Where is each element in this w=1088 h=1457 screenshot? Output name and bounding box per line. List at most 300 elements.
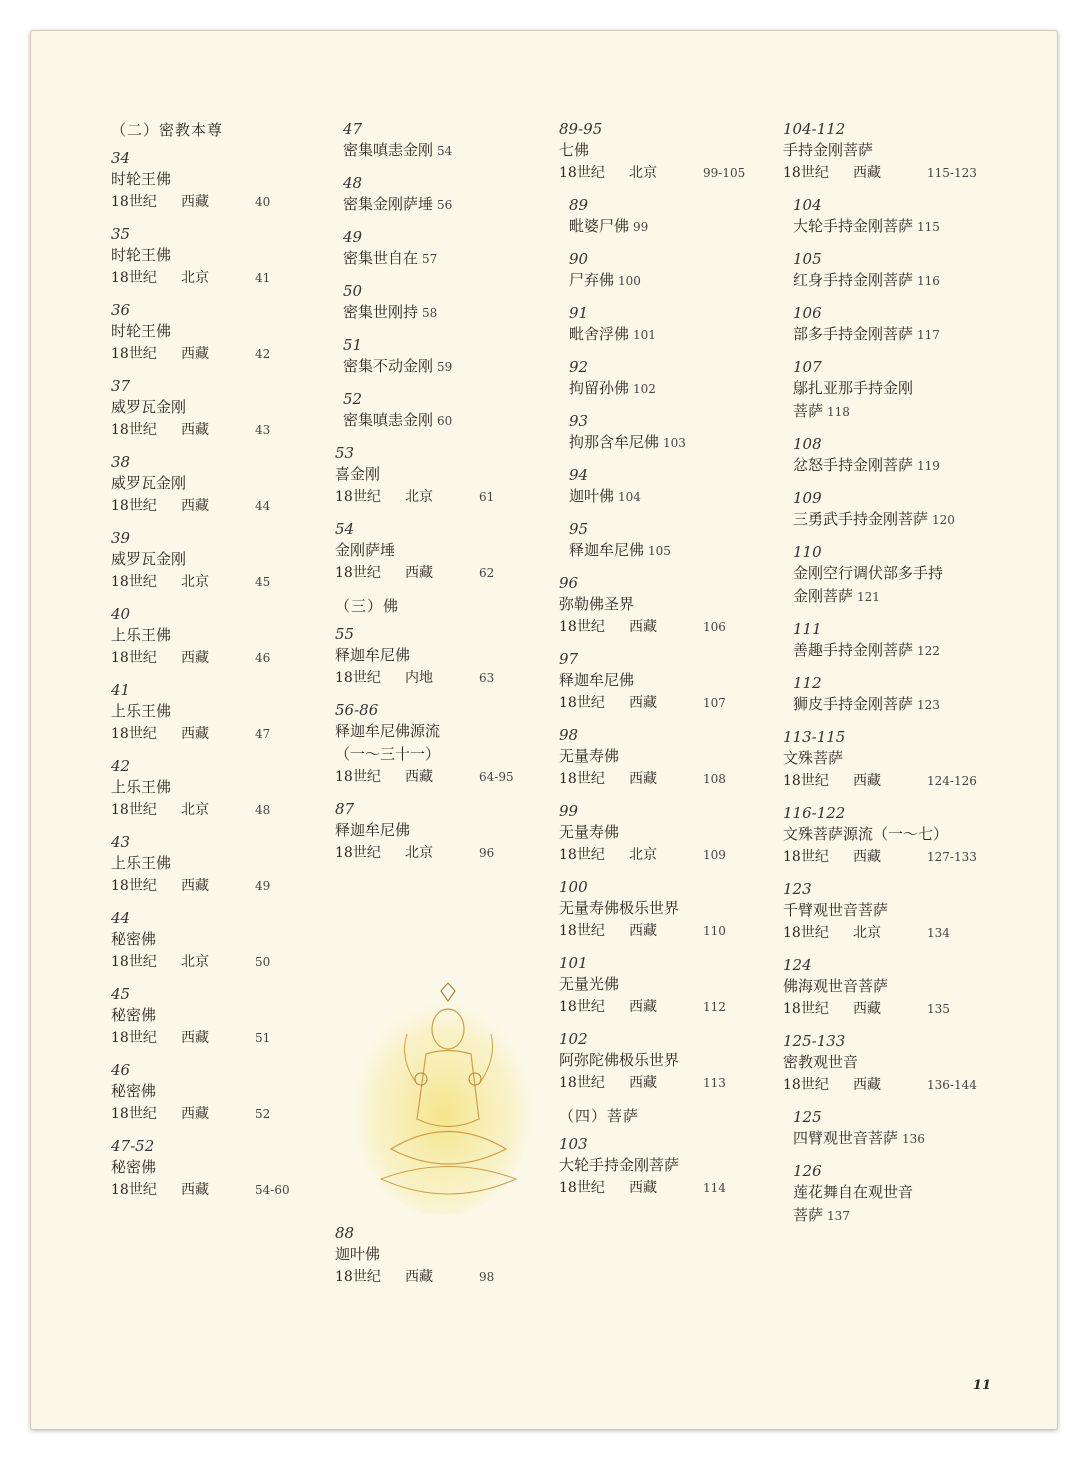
entry-place: 北京 bbox=[181, 802, 209, 818]
entry-meta bbox=[335, 562, 545, 585]
entry-meta bbox=[111, 799, 311, 822]
entry-number: 110 bbox=[793, 543, 822, 561]
entry-place: 西藏 bbox=[853, 1001, 881, 1017]
entry-title: 释迦牟尼佛 bbox=[559, 671, 635, 689]
entry-title: 七佛 bbox=[559, 141, 590, 159]
entry-meta bbox=[335, 1266, 545, 1289]
entry-page: 99 bbox=[633, 220, 649, 234]
entry-title-line bbox=[569, 431, 769, 455]
entry-page: 40 bbox=[255, 195, 271, 209]
entry-number: 99 bbox=[559, 802, 579, 820]
catalog-subentry bbox=[569, 465, 769, 509]
entry-number: 37 bbox=[111, 377, 131, 395]
entry-page: 106 bbox=[703, 620, 726, 634]
entry-title: 金刚萨埵 bbox=[335, 541, 396, 559]
catalog-entry bbox=[111, 376, 311, 442]
entry-number: 104-112 bbox=[783, 120, 846, 138]
catalog-entry bbox=[783, 1031, 1023, 1097]
entry-number: 34 bbox=[111, 149, 131, 167]
catalog-subentry bbox=[793, 357, 1023, 424]
catalog-subentry bbox=[343, 281, 545, 325]
entry-number: 49 bbox=[343, 228, 363, 246]
entry-number: 54 bbox=[335, 520, 355, 538]
catalog-entry bbox=[111, 908, 311, 974]
entry-page: 59 bbox=[437, 360, 453, 374]
entry-meta bbox=[335, 486, 545, 509]
catalog-subentry bbox=[793, 1107, 1023, 1151]
entry-title-line bbox=[793, 639, 1023, 663]
entry-title-continued-text: 菩萨 bbox=[793, 1206, 824, 1224]
catalog-entry bbox=[559, 877, 769, 943]
entry-era: 18世纪 bbox=[559, 619, 605, 635]
entry-page: 98 bbox=[479, 1270, 495, 1284]
entry-number: 100 bbox=[559, 878, 588, 896]
catalog-subentry bbox=[793, 303, 1023, 347]
entry-place: 西藏 bbox=[405, 565, 433, 581]
entry-title: 秘密佛 bbox=[111, 1082, 157, 1100]
entry-page: 107 bbox=[703, 696, 726, 710]
entry-title-line bbox=[343, 193, 545, 217]
page-number: 11 bbox=[972, 1378, 991, 1393]
entry-era: 18世纪 bbox=[111, 422, 157, 438]
entry-number: 50 bbox=[343, 282, 363, 300]
entry-title: 喜金刚 bbox=[335, 465, 381, 483]
entry-title: 佛海观世音菩萨 bbox=[783, 977, 889, 995]
catalog-subentry bbox=[793, 488, 1023, 532]
catalog-entry bbox=[335, 443, 545, 509]
entry-number: 92 bbox=[569, 358, 589, 376]
entry-number: 35 bbox=[111, 225, 131, 243]
entry-title-line bbox=[569, 269, 769, 293]
entry-number: 113-115 bbox=[783, 728, 846, 746]
entry-place: 西藏 bbox=[629, 999, 657, 1015]
catalog-entry bbox=[111, 1136, 311, 1202]
entry-number: 116-122 bbox=[783, 804, 846, 822]
entry-era: 18世纪 bbox=[111, 194, 157, 210]
entry-era: 18世纪 bbox=[111, 1030, 157, 1046]
entry-page: 134 bbox=[927, 926, 950, 940]
entry-place: 西藏 bbox=[853, 1077, 881, 1093]
catalog-entry bbox=[783, 727, 1023, 793]
entry-page: 41 bbox=[255, 271, 271, 285]
entry-number: 56-86 bbox=[335, 701, 379, 719]
entry-meta bbox=[559, 768, 769, 791]
entry-meta bbox=[111, 343, 311, 366]
entry-number: 95 bbox=[569, 520, 589, 538]
entry-title-line bbox=[343, 409, 545, 433]
entry-number: 98 bbox=[559, 726, 579, 744]
catalog-entry bbox=[559, 119, 769, 185]
entry-place: 西藏 bbox=[181, 726, 209, 742]
entry-era: 18世纪 bbox=[783, 165, 829, 181]
entry-number: 126 bbox=[793, 1162, 822, 1180]
entry-title: 时轮王佛 bbox=[111, 246, 172, 264]
entry-meta bbox=[559, 616, 769, 639]
entry-place: 西藏 bbox=[853, 773, 881, 789]
entry-page: 50 bbox=[255, 955, 271, 969]
entry-number: 107 bbox=[793, 358, 822, 376]
entry-page: 96 bbox=[479, 846, 495, 860]
entry-place: 西藏 bbox=[181, 1030, 209, 1046]
entry-title: 阿弥陀佛极乐世界 bbox=[559, 1051, 680, 1069]
entry-era: 18世纪 bbox=[111, 498, 157, 514]
entry-title: 上乐王佛 bbox=[111, 702, 172, 720]
entry-meta bbox=[783, 1074, 1023, 1097]
entry-title: 毗婆尸佛 bbox=[569, 217, 630, 235]
entry-title: 威罗瓦金刚 bbox=[111, 550, 187, 568]
entry-page: 116 bbox=[917, 274, 940, 288]
entry-page: 119 bbox=[917, 459, 940, 473]
entry-page: 44 bbox=[255, 499, 271, 513]
entry-page: 60 bbox=[437, 414, 453, 428]
entry-meta bbox=[559, 844, 769, 867]
column-4 bbox=[783, 119, 1023, 1238]
entry-era: 18世纪 bbox=[111, 878, 157, 894]
entry-number: 123 bbox=[783, 880, 812, 898]
entry-title-continued-text: 金刚菩萨 bbox=[793, 587, 854, 605]
entry-number: 111 bbox=[793, 620, 822, 638]
entry-era: 18世纪 bbox=[111, 1182, 157, 1198]
entry-place: 西藏 bbox=[181, 650, 209, 666]
entry-meta bbox=[111, 647, 311, 670]
entry-place: 西藏 bbox=[405, 1269, 433, 1285]
entry-number: 44 bbox=[111, 909, 131, 927]
entry-number: 105 bbox=[793, 250, 822, 268]
entry-number: 53 bbox=[335, 444, 355, 462]
entry-meta bbox=[111, 267, 311, 290]
entry-title-line bbox=[793, 508, 1023, 532]
entry-number: 46 bbox=[111, 1061, 131, 1079]
entry-meta bbox=[111, 951, 311, 974]
entry-title: 善趣手持金刚菩萨 bbox=[793, 641, 914, 659]
catalog-subentry bbox=[569, 519, 769, 563]
entry-meta bbox=[783, 998, 1023, 1021]
entry-page: 115 bbox=[917, 220, 940, 234]
entry-number: 104 bbox=[793, 196, 822, 214]
entry-place: 西藏 bbox=[853, 849, 881, 865]
entry-page: 105 bbox=[648, 544, 671, 558]
entry-title-line bbox=[343, 355, 545, 379]
entry-place: 西藏 bbox=[181, 346, 209, 362]
entry-title: 无量寿佛 bbox=[559, 747, 620, 765]
entry-title: 无量光佛 bbox=[559, 975, 620, 993]
entry-title: 三勇武手持金刚菩萨 bbox=[793, 510, 929, 528]
entry-title: 忿怒手持金刚菩萨 bbox=[793, 456, 914, 474]
entry-place: 西藏 bbox=[181, 498, 209, 514]
entry-title-line bbox=[793, 269, 1023, 293]
entry-page: 48 bbox=[255, 803, 271, 817]
catalog-subentry bbox=[343, 119, 545, 163]
catalog-entry bbox=[559, 1029, 769, 1095]
entry-era: 18世纪 bbox=[335, 489, 381, 505]
entry-era: 18世纪 bbox=[559, 695, 605, 711]
catalog-entry bbox=[111, 528, 311, 594]
entry-place: 北京 bbox=[405, 845, 433, 861]
entry-page: 120 bbox=[932, 513, 955, 527]
entry-number: 41 bbox=[111, 681, 131, 699]
entry-title: 四臂观世音菩萨 bbox=[793, 1129, 899, 1147]
entry-page: 122 bbox=[917, 644, 940, 658]
entry-page: 56 bbox=[437, 198, 453, 212]
entry-title-line bbox=[793, 323, 1023, 347]
entry-title: 上乐王佛 bbox=[111, 778, 172, 796]
entry-title: 密集嗔恚金刚 bbox=[343, 411, 434, 429]
catalog-entry bbox=[111, 300, 311, 366]
entry-era: 18世纪 bbox=[111, 650, 157, 666]
entry-era: 18世纪 bbox=[111, 954, 157, 970]
entry-title: 无量寿佛 bbox=[559, 823, 620, 841]
entry-place: 西藏 bbox=[629, 1180, 657, 1196]
entry-era: 18世纪 bbox=[335, 1269, 381, 1285]
entry-page: 42 bbox=[255, 347, 271, 361]
entry-number: 91 bbox=[569, 304, 589, 322]
entry-page: 121 bbox=[857, 590, 880, 604]
entry-era: 18世纪 bbox=[111, 574, 157, 590]
entry-title: 文殊菩萨 bbox=[783, 749, 844, 767]
entry-title-line bbox=[793, 693, 1023, 717]
entry-title: 拘那含牟尼佛 bbox=[569, 433, 660, 451]
catalog-entry bbox=[783, 955, 1023, 1021]
entry-title: 手持金刚菩萨 bbox=[783, 141, 874, 159]
entry-title-continued bbox=[793, 585, 1023, 609]
catalog-entry bbox=[111, 224, 311, 290]
entry-page: 124-126 bbox=[927, 774, 977, 788]
entry-title: 无量寿佛极乐世界 bbox=[559, 899, 680, 917]
entry-era: 18世纪 bbox=[783, 1001, 829, 1017]
entry-page: 51 bbox=[255, 1031, 271, 1045]
column-2 bbox=[335, 119, 545, 875]
entry-number: 47-52 bbox=[111, 1137, 155, 1155]
entry-page: 43 bbox=[255, 423, 271, 437]
entry-page: 137 bbox=[827, 1209, 850, 1223]
entry-page: 52 bbox=[255, 1107, 271, 1121]
catalog-entry bbox=[335, 624, 545, 690]
entry-meta bbox=[111, 723, 311, 746]
entry-number: 103 bbox=[559, 1135, 588, 1153]
entry-title-line bbox=[793, 215, 1023, 239]
catalog-subentry bbox=[569, 195, 769, 239]
entry-page: 127-133 bbox=[927, 850, 977, 864]
entry-place: 内地 bbox=[405, 670, 433, 686]
catalog-subentry bbox=[343, 227, 545, 271]
entry-page: 109 bbox=[703, 848, 726, 862]
entry-era: 18世纪 bbox=[111, 802, 157, 818]
entry-page: 117 bbox=[917, 328, 940, 342]
catalog-entry bbox=[111, 832, 311, 898]
bodhisattva-illustration bbox=[351, 979, 536, 1214]
entry-place: 北京 bbox=[405, 489, 433, 505]
entry-number: 42 bbox=[111, 757, 131, 775]
entry-page: 115-123 bbox=[927, 166, 977, 180]
entry-era: 18世纪 bbox=[559, 923, 605, 939]
entry-era: 18世纪 bbox=[783, 925, 829, 941]
entry-title-line bbox=[793, 1127, 1023, 1151]
entry-page: 99-105 bbox=[703, 166, 746, 180]
entry-page: 135 bbox=[927, 1002, 950, 1016]
entry-meta bbox=[111, 875, 311, 898]
entry-title: 上乐王佛 bbox=[111, 626, 172, 644]
entry-title: 上乐王佛 bbox=[111, 854, 172, 872]
entry-title: 迦叶佛 bbox=[569, 487, 615, 505]
catalog-entry bbox=[559, 725, 769, 791]
entry-era: 18世纪 bbox=[111, 726, 157, 742]
entry-title: 大轮手持金刚菩萨 bbox=[559, 1156, 680, 1174]
entry-meta bbox=[783, 770, 1023, 793]
entry-place: 西藏 bbox=[629, 771, 657, 787]
entry-page: 61 bbox=[479, 490, 495, 504]
entry-title-line bbox=[569, 485, 769, 509]
column-1 bbox=[111, 119, 311, 1212]
catalog-subentry bbox=[793, 1161, 1023, 1228]
entry-era: 18世纪 bbox=[335, 670, 381, 686]
entry-title-line bbox=[793, 454, 1023, 478]
entry-era: 18世纪 bbox=[559, 165, 605, 181]
entry-meta bbox=[783, 162, 1023, 185]
column-3 bbox=[559, 119, 769, 1210]
entry-title: 莲花舞自在观世音 bbox=[793, 1183, 914, 1201]
entry-title: 大轮手持金刚菩萨 bbox=[793, 217, 914, 235]
catalog-entry bbox=[111, 604, 311, 670]
entry-page: 113 bbox=[703, 1076, 726, 1090]
entry-number: 43 bbox=[111, 833, 131, 851]
catalog-entry bbox=[335, 700, 545, 789]
entry-title: 时轮王佛 bbox=[111, 322, 172, 340]
entry-era: 18世纪 bbox=[335, 565, 381, 581]
entry-page: 100 bbox=[618, 274, 641, 288]
entry-number: 55 bbox=[335, 625, 355, 643]
catalog-entry bbox=[111, 452, 311, 518]
catalog-entry bbox=[111, 984, 311, 1050]
catalog-subentry bbox=[569, 357, 769, 401]
entry-title-continued: （一～三十一） bbox=[335, 745, 441, 763]
entry-era: 18世纪 bbox=[783, 849, 829, 865]
entry-page: 63 bbox=[479, 671, 495, 685]
entry-title-line bbox=[343, 139, 545, 163]
entry-title-line bbox=[343, 301, 545, 325]
catalog-entry bbox=[335, 519, 545, 585]
entry-page: 101 bbox=[633, 328, 656, 342]
catalog-entry bbox=[111, 148, 311, 214]
entry-title-line bbox=[569, 323, 769, 347]
entry-title-continued-text: 菩萨 bbox=[793, 402, 824, 420]
catalog-subentry bbox=[793, 542, 1023, 609]
entry-place: 西藏 bbox=[181, 1106, 209, 1122]
entry-title: 释迦牟尼佛 bbox=[569, 541, 645, 559]
entry-number: 87 bbox=[335, 800, 355, 818]
entry-title: 红身手持金刚菩萨 bbox=[793, 271, 914, 289]
entry-page: 114 bbox=[703, 1181, 726, 1195]
entry-number: 40 bbox=[111, 605, 131, 623]
entry-place: 西藏 bbox=[181, 1182, 209, 1198]
entry-place: 北京 bbox=[181, 270, 209, 286]
entry-place: 西藏 bbox=[853, 165, 881, 181]
entry-era: 18世纪 bbox=[111, 346, 157, 362]
catalog-page bbox=[30, 30, 1058, 1430]
entry-page: 104 bbox=[618, 490, 641, 504]
entry-number: 94 bbox=[569, 466, 589, 484]
entry-title: 密教观世音 bbox=[783, 1053, 859, 1071]
entry-era: 18世纪 bbox=[335, 845, 381, 861]
entry-number: 106 bbox=[793, 304, 822, 322]
entry-meta bbox=[335, 766, 545, 789]
entry-page: 64-95 bbox=[479, 770, 514, 784]
entry-era: 18世纪 bbox=[111, 270, 157, 286]
entry-number: 51 bbox=[343, 336, 363, 354]
entry-number: 89-95 bbox=[559, 120, 603, 138]
entry-number: 36 bbox=[111, 301, 131, 319]
catalog-entry bbox=[783, 119, 1023, 185]
entry-number: 93 bbox=[569, 412, 589, 430]
entry-page: 46 bbox=[255, 651, 271, 665]
entry-place: 北京 bbox=[853, 925, 881, 941]
entry-meta bbox=[111, 495, 311, 518]
entry-meta bbox=[559, 162, 769, 185]
entry-title: 秘密佛 bbox=[111, 930, 157, 948]
entry-meta bbox=[783, 922, 1023, 945]
entry-title-line bbox=[569, 539, 769, 563]
entry-page: 58 bbox=[422, 306, 438, 320]
entry-title: 密集世自在 bbox=[343, 249, 419, 267]
catalog-entry bbox=[559, 801, 769, 867]
catalog-entry bbox=[783, 803, 1023, 869]
entry-page: 47 bbox=[255, 727, 271, 741]
catalog-subentry bbox=[793, 619, 1023, 663]
entry-number: 39 bbox=[111, 529, 131, 547]
entry-title-line bbox=[569, 377, 769, 401]
catalog-entry bbox=[559, 649, 769, 715]
entry-title: 秘密佛 bbox=[111, 1158, 157, 1176]
entry-meta bbox=[559, 1177, 769, 1200]
entry-title: 密集世刚持 bbox=[343, 303, 419, 321]
entry-title: 密集金刚萨埵 bbox=[343, 195, 434, 213]
entry-era: 18世纪 bbox=[559, 1180, 605, 1196]
entry-meta bbox=[335, 667, 545, 690]
entry-number: 97 bbox=[559, 650, 579, 668]
entry-title: 狮皮手持金刚菩萨 bbox=[793, 695, 914, 713]
entry-place: 西藏 bbox=[181, 422, 209, 438]
entry-title-continued bbox=[793, 400, 1023, 424]
entry-number: 88 bbox=[335, 1224, 355, 1242]
entry-number: 52 bbox=[343, 390, 363, 408]
catalog-subentry bbox=[793, 249, 1023, 293]
entry-meta bbox=[111, 571, 311, 594]
entry-title: 弥勒佛圣界 bbox=[559, 595, 635, 613]
entry-meta bbox=[111, 1179, 311, 1202]
entry-place: 北京 bbox=[629, 165, 657, 181]
entry-place: 西藏 bbox=[629, 619, 657, 635]
entry-title: 威罗瓦金刚 bbox=[111, 398, 187, 416]
entry-title: 迦叶佛 bbox=[335, 1245, 381, 1263]
entry-title: 释迦牟尼佛源流 bbox=[335, 722, 441, 740]
catalog-entry bbox=[111, 1060, 311, 1126]
catalog-entry bbox=[559, 953, 769, 1019]
entry-era: 18世纪 bbox=[111, 1106, 157, 1122]
entry-title: 部多手持金刚菩萨 bbox=[793, 325, 914, 343]
entry-title: 时轮王佛 bbox=[111, 170, 172, 188]
catalog-subentry bbox=[569, 249, 769, 293]
entry-title-line bbox=[569, 215, 769, 239]
entry-title: 千臂观世音菩萨 bbox=[783, 901, 889, 919]
entry-number: 125 bbox=[793, 1108, 822, 1126]
entry-place: 北京 bbox=[181, 954, 209, 970]
entry-meta bbox=[559, 692, 769, 715]
catalog-entry bbox=[111, 680, 311, 746]
entry-page: 102 bbox=[633, 382, 656, 396]
entry-title: 密集不动金刚 bbox=[343, 357, 434, 375]
catalog-entry bbox=[783, 879, 1023, 945]
entry-title: 金刚空行调伏部多手持 bbox=[793, 564, 944, 582]
entry-meta bbox=[111, 1027, 311, 1050]
